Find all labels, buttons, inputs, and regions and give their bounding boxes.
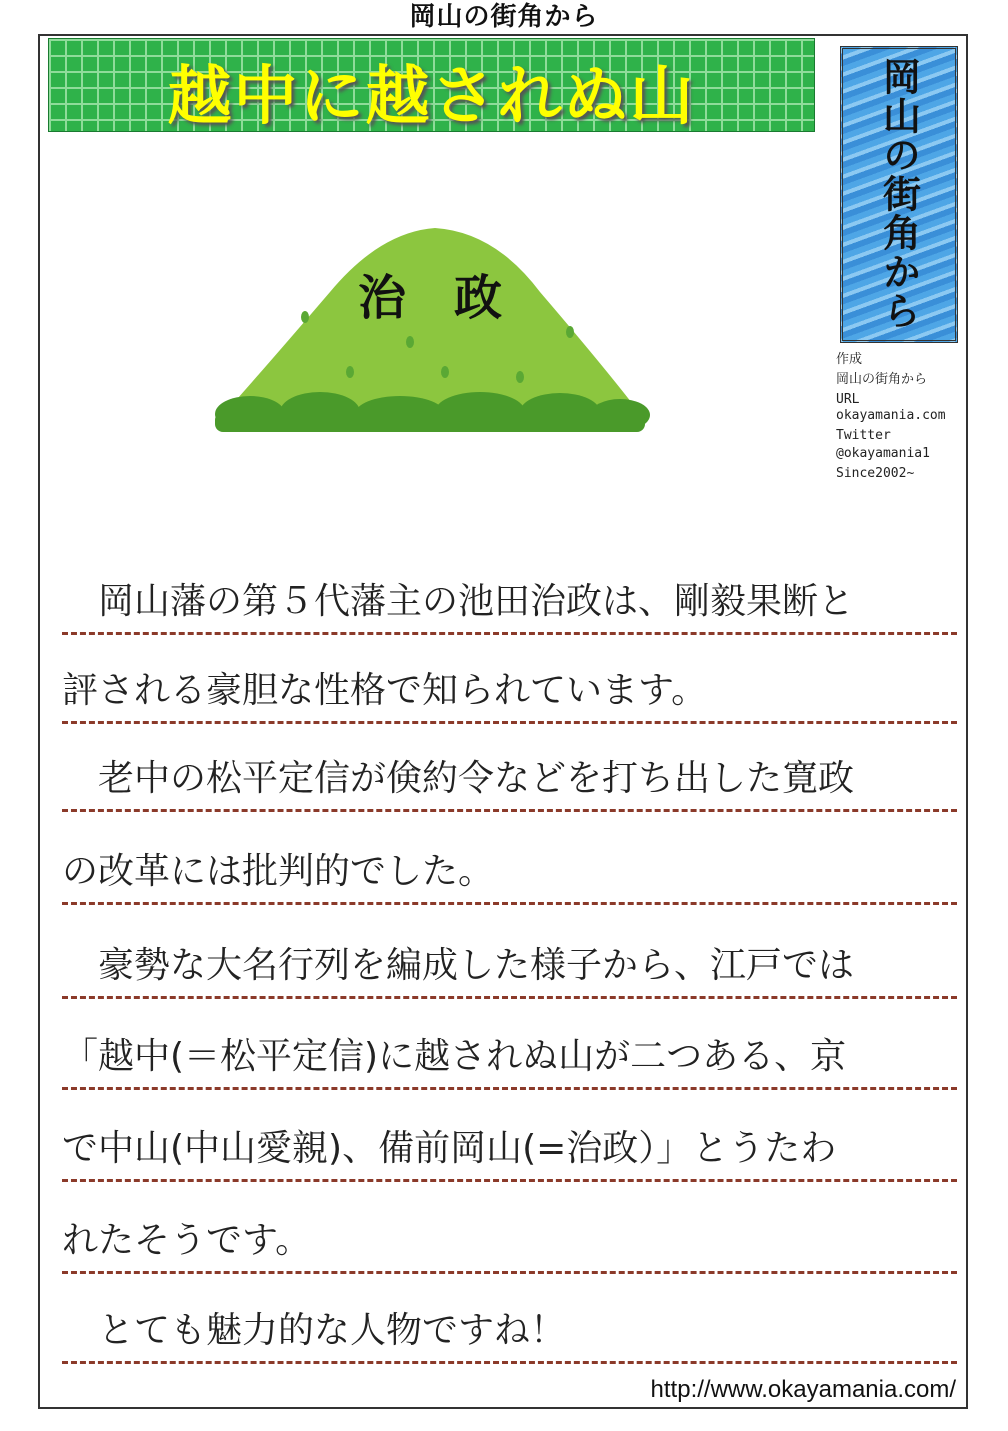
mountain-illustration xyxy=(210,222,650,437)
text-line: 岡山藩の第５代藩主の池田治政は、剛毅果断と xyxy=(62,572,957,635)
text-line: とても魅力的な人物ですね！ xyxy=(62,1301,957,1364)
title-banner xyxy=(48,38,815,132)
text-line: で中山(中山愛親)、備前岡山(=治政）」とうたわ xyxy=(62,1119,957,1182)
since-text: Since2002~ xyxy=(836,466,915,481)
side-title-panel xyxy=(840,46,958,343)
site-title: 岡山の街角から xyxy=(409,2,599,32)
url-label: URL xyxy=(836,392,860,407)
mountain-label: 治 政 xyxy=(357,270,503,326)
text-line: れたそうです。 xyxy=(62,1211,957,1274)
side-title: 岡山の街角から xyxy=(876,57,921,330)
made-by: 岡山の街角から xyxy=(836,372,928,387)
banner-title: 越中に越されぬ山 xyxy=(167,60,696,134)
text-line: 老中の松平定信が倹約令などを打ち出した寛政 xyxy=(62,749,957,812)
text-line: 「越中(＝松平定信)に越されぬ山が二つある、京 xyxy=(62,1027,957,1090)
footer-url[interactable]: http://www.okayamania.com/ xyxy=(650,1376,956,1403)
info-block xyxy=(836,352,946,486)
twitter-handle: @okayamania1 xyxy=(836,446,930,461)
made-by-label: 作成 xyxy=(836,352,863,367)
text-line: 評される豪胆な性格で知られています。 xyxy=(62,661,957,724)
text-line: の改革には批判的でした。 xyxy=(62,842,957,905)
url-value: okayamania.com xyxy=(836,408,946,423)
text-line: 豪勢な大名行列を編成した様子から、江戸では xyxy=(62,936,957,999)
twitter-label: Twitter xyxy=(836,428,891,443)
